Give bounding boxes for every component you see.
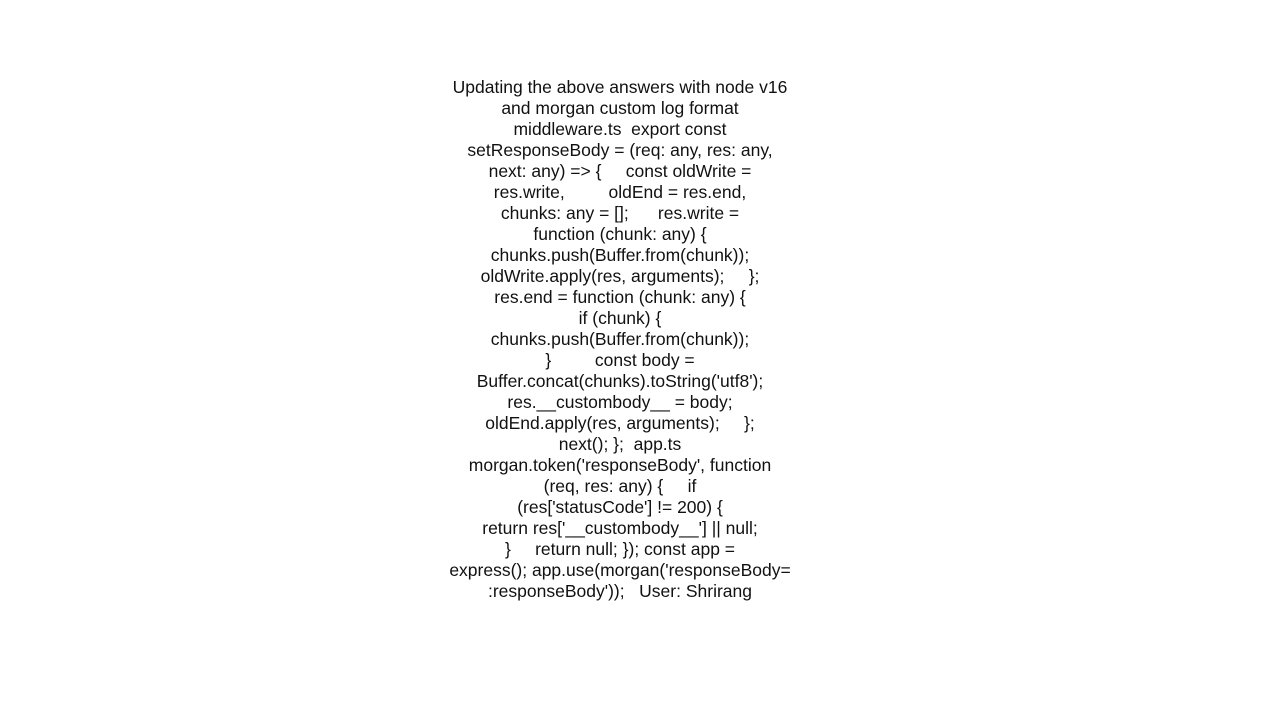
post-line: Updating the above answers with node v16 [452, 77, 788, 97]
post-line: oldWrite.apply(res, arguments); }; [480, 266, 760, 286]
post-line: } return null; }); const app = [504, 539, 736, 559]
post-line: chunks: any = []; res.write = [500, 203, 740, 223]
post-line: (req, res: any) { if [543, 476, 697, 496]
post-line: function (chunk: any) { [533, 224, 707, 244]
post-line: (res['statusCode'] != 200) { [517, 497, 723, 517]
post-line: express(); app.use(morgan('responseBody= [449, 560, 791, 580]
post-text [430, 77, 810, 602]
post-line: next: any) => { const oldWrite = [488, 161, 752, 181]
post-line: middleware.ts export const [513, 119, 727, 139]
post-line: morgan.token('responseBody', function [468, 455, 772, 475]
post-line: chunks.push(Buffer.from(chunk)); [490, 245, 750, 265]
post-line: } const body = [545, 350, 695, 370]
post-line: return res['__custombody__'] || null; [482, 518, 758, 538]
post-line: res.end = function (chunk: any) { [494, 287, 746, 307]
post-line: next(); }; app.ts [558, 434, 682, 454]
post-line: :responseBody')); User: Shrirang [487, 581, 752, 601]
post-line: res.write, oldEnd = res.end, [493, 182, 747, 202]
post-line: oldEnd.apply(res, arguments); }; [485, 413, 755, 433]
post-line: chunks.push(Buffer.from(chunk)); [490, 329, 750, 349]
post-line: setResponseBody = (req: any, res: any, [467, 140, 773, 160]
post-line: res.__custombody__ = body; [507, 392, 733, 412]
post-line: Buffer.concat(chunks).toString('utf8'); [476, 371, 764, 391]
post-line: if (chunk) { [578, 308, 662, 328]
post-line: and morgan custom log format [501, 98, 739, 118]
